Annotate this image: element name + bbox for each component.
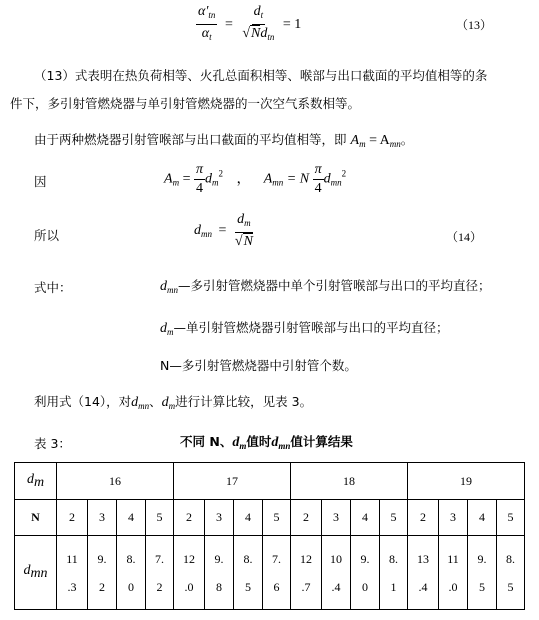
table-n-cell: 5 (263, 500, 291, 536)
area-pi-2: π (313, 162, 324, 180)
equation-14 (194, 212, 255, 250)
table-title-sub-2: mn (278, 441, 291, 451)
table-n-cell: 4 (351, 500, 380, 536)
table-n-cell: 5 (497, 500, 525, 536)
definition-dmn-text: —多引射管燃烧器中单个引射管喉部与出口的平均直径； (178, 278, 491, 293)
eq14-den: N (243, 234, 253, 249)
area-eq: = (182, 171, 191, 187)
eq13-rhs-den-n: N (251, 26, 261, 41)
eq13-rhs-num: d (253, 4, 261, 19)
table-dmn-cell-line-2: .0 (448, 579, 458, 594)
table-n-cell: 3 (88, 500, 117, 536)
table-dmn-cell-line-1: 7. (155, 551, 164, 566)
table-title-b: 值时 (246, 434, 272, 449)
definition-n: N—多引射管燃烧器中引射管个数。 (160, 358, 357, 373)
eq14-fraction: $\frac{d_m}{√N}$ (234, 212, 253, 249)
table-dmn-cell (57, 536, 88, 610)
table-dmn-cell-line-1: 8. (506, 551, 515, 566)
table-dm-value: 16 (57, 463, 174, 500)
definition-dmn-symbol: d (160, 279, 167, 294)
area-four-2: 4 (314, 181, 322, 196)
area-d1-sub: m (211, 177, 219, 188)
area-pi-1: π (194, 162, 205, 180)
usage-sub-1: mn (138, 401, 150, 411)
table-dmn-cell (291, 536, 322, 610)
table-n-cell: 2 (408, 500, 439, 536)
table-dmn-cell-line-2: 2 (99, 579, 105, 594)
table-dmn-cell (234, 536, 263, 610)
eq13-rhs-den-sub: tn (267, 32, 275, 42)
area-a2-sub: mn (272, 177, 284, 188)
paragraph-2 (34, 130, 413, 149)
table-dmn-cell-line-2: .3 (67, 579, 77, 594)
eq13-lhs-fraction (196, 4, 217, 45)
definition-dm-symbol: d (160, 321, 167, 336)
area-a2: A (263, 171, 273, 187)
table-n-cell: 4 (117, 500, 146, 536)
table-n-cell: 5 (380, 500, 408, 536)
table-dmn-cell-line-2: .0 (184, 579, 194, 594)
table-dmn-cell-line-1: 13 (417, 551, 429, 566)
table-dmn-cell (205, 536, 234, 610)
table-dmn-cell-line-2: 2 (156, 579, 163, 594)
table-head-dmn (15, 536, 57, 610)
table-head-dmn-sub: mn (30, 566, 48, 581)
usage-symbol-2: d (161, 395, 169, 410)
table-dmn-cell-line-1: 9. (477, 551, 487, 566)
usage-line (34, 392, 312, 411)
table-dmn-cell-line-1: 10 (330, 551, 342, 566)
area-d2-sub: mn (330, 177, 342, 188)
table-n-cell: 2 (174, 500, 205, 536)
definition-dm-sub: m (167, 327, 174, 337)
table-dmn-cell (439, 536, 468, 610)
table-dmn-cell (380, 536, 408, 610)
eq14-lhs-sub: mn (201, 229, 212, 240)
table-head-n: N (15, 500, 57, 536)
table-head-dm-symbol: d (26, 471, 34, 487)
definition-dmn (160, 276, 491, 295)
table-dmn-cell-line-1: 12 (183, 551, 195, 566)
area-separator: ， (236, 171, 251, 187)
table-dmn-cell (174, 536, 205, 610)
area-pi-fraction-1 (194, 162, 205, 197)
table-dmn-cell-line-1: 12 (300, 551, 312, 566)
where-label: 式中： (34, 280, 72, 295)
area-pi-fraction-2 (313, 162, 324, 197)
usage-text-a: 利用式（14），对 (34, 394, 132, 409)
table-dmn-cell (322, 536, 351, 610)
table-head-dmn-symbol: d (23, 563, 31, 578)
table-n-cell: 5 (146, 500, 174, 536)
paragraph-2-eq: = A (365, 133, 390, 148)
usage-sub-2: m (168, 401, 176, 411)
table-dmn-cell-line-2: 1 (390, 579, 397, 594)
table-title (180, 432, 353, 451)
table-dmn-cell-line-2: 8 (216, 579, 222, 594)
definition-dmn-sub: mn (167, 285, 178, 295)
area-d2: d (323, 171, 331, 187)
area-four-1: 4 (195, 181, 203, 196)
results-table (14, 462, 525, 610)
table-dmn-cell-line-2: 6 (273, 579, 280, 594)
table-title-symbol-1: d (232, 435, 240, 450)
eq14-lhs: d (194, 223, 201, 239)
area-d1: d (204, 171, 212, 187)
usage-text-b: 进行计算比较，见表 3。 (175, 394, 313, 409)
table-dmn-cell (497, 536, 525, 610)
table-title-a: 不同 N、 (180, 434, 233, 449)
table-n-cell: 2 (291, 500, 322, 536)
eq13-rhs-fraction: $\frac{d_t}{√Nd_{tn}}$ (242, 4, 275, 42)
table-title-symbol-2: d (271, 435, 279, 450)
table-head-dm-sub: m (33, 474, 45, 490)
area-square-1: 2 (218, 168, 223, 179)
table-dmn-cell-line-2: 0 (362, 579, 368, 594)
table-n-cell: 3 (205, 500, 234, 536)
table-dmn-cell-line-2: .4 (331, 579, 341, 594)
table-dm-value: 18 (291, 463, 408, 500)
eq13-lhs-den-sub: t (209, 32, 212, 42)
paragraph-2-a-sub: m (359, 139, 366, 149)
table-dmn-cell-line-1: 9. (214, 551, 224, 566)
table-dm-value: 17 (174, 463, 291, 500)
table-label: 表 3： (34, 436, 71, 451)
table-title-c: 值计算结果 (290, 434, 353, 449)
table-dmn-cell-line-1: 8. (126, 551, 136, 566)
table-row-dmn (15, 536, 525, 610)
eq13-number: （13） (456, 18, 493, 32)
table-dmn-cell-line-2: 5 (245, 579, 251, 594)
table-head-dm (15, 463, 57, 500)
table-title-sub-1: m (239, 441, 247, 451)
table-row-dm (15, 463, 525, 500)
paragraph-1-line-1: （13）式表明在热负荷相等、火孔总面积相等、喉部与出口截面的平均值相等的条 (34, 68, 488, 83)
eq13-rhs-den-d: d (260, 26, 268, 41)
area-equation (164, 162, 346, 197)
paragraph-2-amn-sub: mn (389, 139, 401, 149)
paragraph-2-a: A (350, 133, 360, 148)
eq13-lhs-den: α (201, 26, 210, 41)
table-dmn-cell (408, 536, 439, 610)
eq13-lhs-num: α′ (198, 4, 209, 19)
table-dmn-cell-line-1: 9. (360, 551, 370, 566)
table-n-cell: 3 (322, 500, 351, 536)
table-dmn-cell-line-2: 5 (479, 579, 485, 594)
usage-symbol-1: d (131, 395, 139, 410)
table-dmn-cell (468, 536, 497, 610)
table-dmn-cell-line-1: 11 (447, 551, 459, 566)
table-dmn-cell-line-1: 9. (97, 551, 107, 566)
table-n-cell: 4 (234, 500, 263, 536)
table-n-cell: 3 (439, 500, 468, 536)
table-dmn-cell-line-2: .4 (418, 579, 428, 594)
area-a1: A (164, 171, 173, 187)
table-dmn-cell-line-1: 8. (389, 551, 398, 566)
eq14-num: d (237, 212, 245, 227)
table-dmn-cell-line-2: 0 (128, 579, 134, 594)
table-dmn-cell-line-2: 5 (507, 579, 514, 594)
paragraph-1-line-2: 件下，多引射管燃烧器与单引射管燃烧器的一次空气系数相等。 (10, 96, 361, 111)
paragraph-2-end: 。 (400, 132, 414, 147)
table-dmn-cell (146, 536, 174, 610)
area-eq2: = N (286, 171, 310, 187)
therefore-label: 所以 (34, 228, 60, 243)
table-dmn-cell (88, 536, 117, 610)
table-row-n (15, 500, 525, 536)
eq13-rhs-value: = 1 (282, 16, 302, 32)
table-dmn-cell-line-1: 7. (272, 551, 281, 566)
table-dmn-cell (263, 536, 291, 610)
eq13-lhs-num-sub: tn (208, 10, 216, 20)
table-dmn-cell (117, 536, 146, 610)
area-a1-sub: m (172, 177, 180, 188)
eq14-eq: = (218, 223, 227, 239)
table-n-cell: 2 (57, 500, 88, 536)
equation-13: $\frac{\alpha'_{tn}}{\alpha_t}$ = $\frac{d_t}{√Nd_{tn}}$ = 1 (196, 4, 301, 45)
area-square-2: 2 (341, 168, 347, 179)
eq14-number: （14） (446, 230, 483, 244)
because-label: 因 (34, 174, 47, 189)
usage-separator: 、 (149, 394, 162, 409)
table-n-cell: 4 (468, 500, 497, 536)
table-dmn-cell-line-1: 8. (243, 551, 253, 566)
table-dm-value: 19 (408, 463, 525, 500)
table-dmn-cell-line-1: 11 (66, 551, 78, 566)
eq13-rhs-num-sub: t (260, 10, 264, 20)
definition-dm-text: —单引射管燃烧器引射管喉部与出口的平均直径； (173, 320, 449, 335)
definition-dm (160, 318, 449, 337)
table-dmn-cell (351, 536, 380, 610)
eq14-num-sub: m (244, 218, 251, 228)
paragraph-2-text: 由于两种燃烧器引射管喉部与出口截面的平均值相等，即 (34, 132, 347, 147)
table-dmn-cell-line-2: .7 (301, 579, 311, 594)
